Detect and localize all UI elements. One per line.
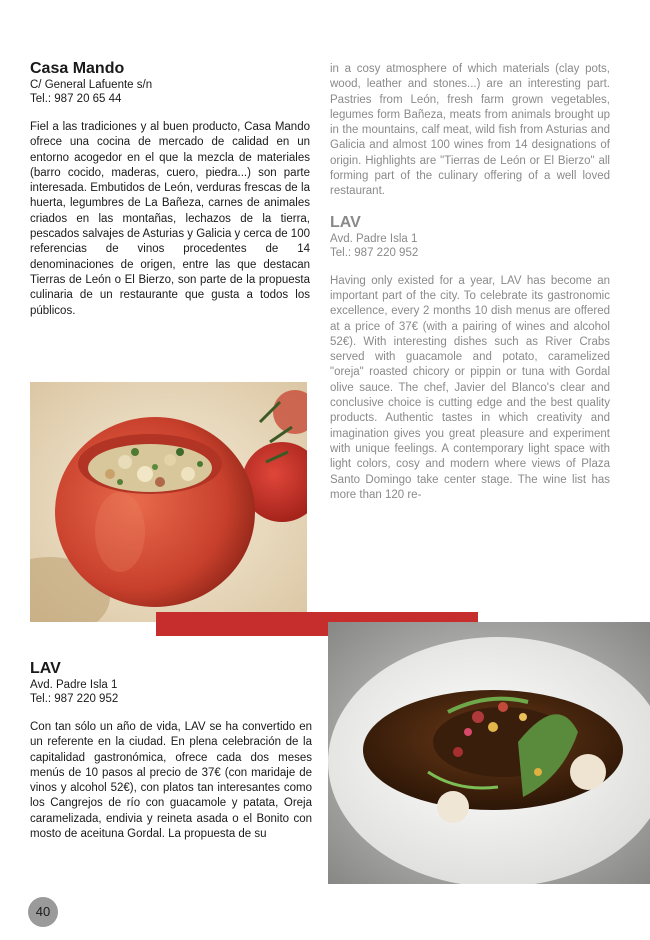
casa-mando-body: Fiel a las tradiciones y al buen producto, Casa Mando ofrece una cocina de mercado de calidad en un entorno acogedor en el que la mezcla de materiales (barro cocido, maderas, cuero, piedra...) son parte interesada. Embutidos de León, verduras frescas de la huerta, legumbres de La Bañeza, carnes de animales criados en las montañas, lechazos de la tierra, pescados salvajes de Asturias y Galicia y cerca de 100 referencias de vinos procedentes de 14 denominaciones de origen, entre las que destacan Tierras de León o El Bierzo, son parte de la propuesta culinaria de un restaurante que gusta a todos los públicos. xyxy=(30,121,310,317)
stuffed-tomato-photo xyxy=(30,382,307,622)
lav-title-english: LAV xyxy=(330,213,361,231)
casa-mando-title: Casa Mando xyxy=(30,60,125,77)
lav-title: LAV xyxy=(30,660,61,677)
lav-address-english: Avd. Padre Isla 1 xyxy=(330,232,418,245)
casa-mando-section xyxy=(30,60,310,319)
casa-mando-english-continuation: in a cosy atmosphere of which materials (clay pots, wood, leather and stones...) are an interesting part. Pastries from León, fresh farm grown vegetables, legumes form Bañeza, meats from animals brought up in the mountains, calf meat, wild fish from Asturias and Galicia and almost 100 wines from 14 designations of origin. Highlights are "Tierras de León or El Bierzo" all forming part of the culinary offering of a well loved restaurant. xyxy=(330,63,610,198)
english-column xyxy=(330,62,610,503)
lav-body: Con tan sólo un año de vida, LAV se ha convertido en un referente en la ciudad. En plena celebración de la capitalidad gastronómica, ofrece cada dos meses menús de 10 pasos al precio de 37€ (con maridaje de vinos y alcohol 52€), con platos tan interesantes como los Cangrejos de río con guacamole y patata, Oreja caramelizada, endivia y reineta asada o el Bonito con mosto de aceituna Gordal. La propuesta de su xyxy=(30,721,312,841)
plated-dish-photo xyxy=(328,622,650,884)
lav-body-english: Having only existed for a year, LAV has become an important part of the city. To celebrate its gastronomic excellence, every 2 months 10 dish menus are offered at a price of 37€ (with a pairing of wines and alcohol 52€). With interesting dishes such as River Crabs served with guacamole and potato, caramelized "oreja" roasted chicory or pippin or tuna with Gordal olive sauce. The chef, Javier del Blanco's clear and conclusive choice is cutting edge and the best quality products. Authentic tastes in which creativity and imagination gives you great pleasure and experiment with unique feelings. A contemporary light space with light colors, cosy and modern where views of Plaza Santo Domingo take center stage. The wine list has more than 120 re- xyxy=(330,274,610,501)
casa-mando-phone: Tel.: 987 20 65 44 xyxy=(30,93,122,105)
casa-mando-address: C/ General Lafuente s/n xyxy=(30,79,153,91)
lav-section xyxy=(30,660,312,842)
page-number: 40 xyxy=(28,897,58,927)
lav-address: Avd. Padre Isla 1 xyxy=(30,679,118,691)
lav-phone-english: Tel.: 987 220 952 xyxy=(330,246,419,259)
lav-phone: Tel.: 987 220 952 xyxy=(30,693,119,705)
